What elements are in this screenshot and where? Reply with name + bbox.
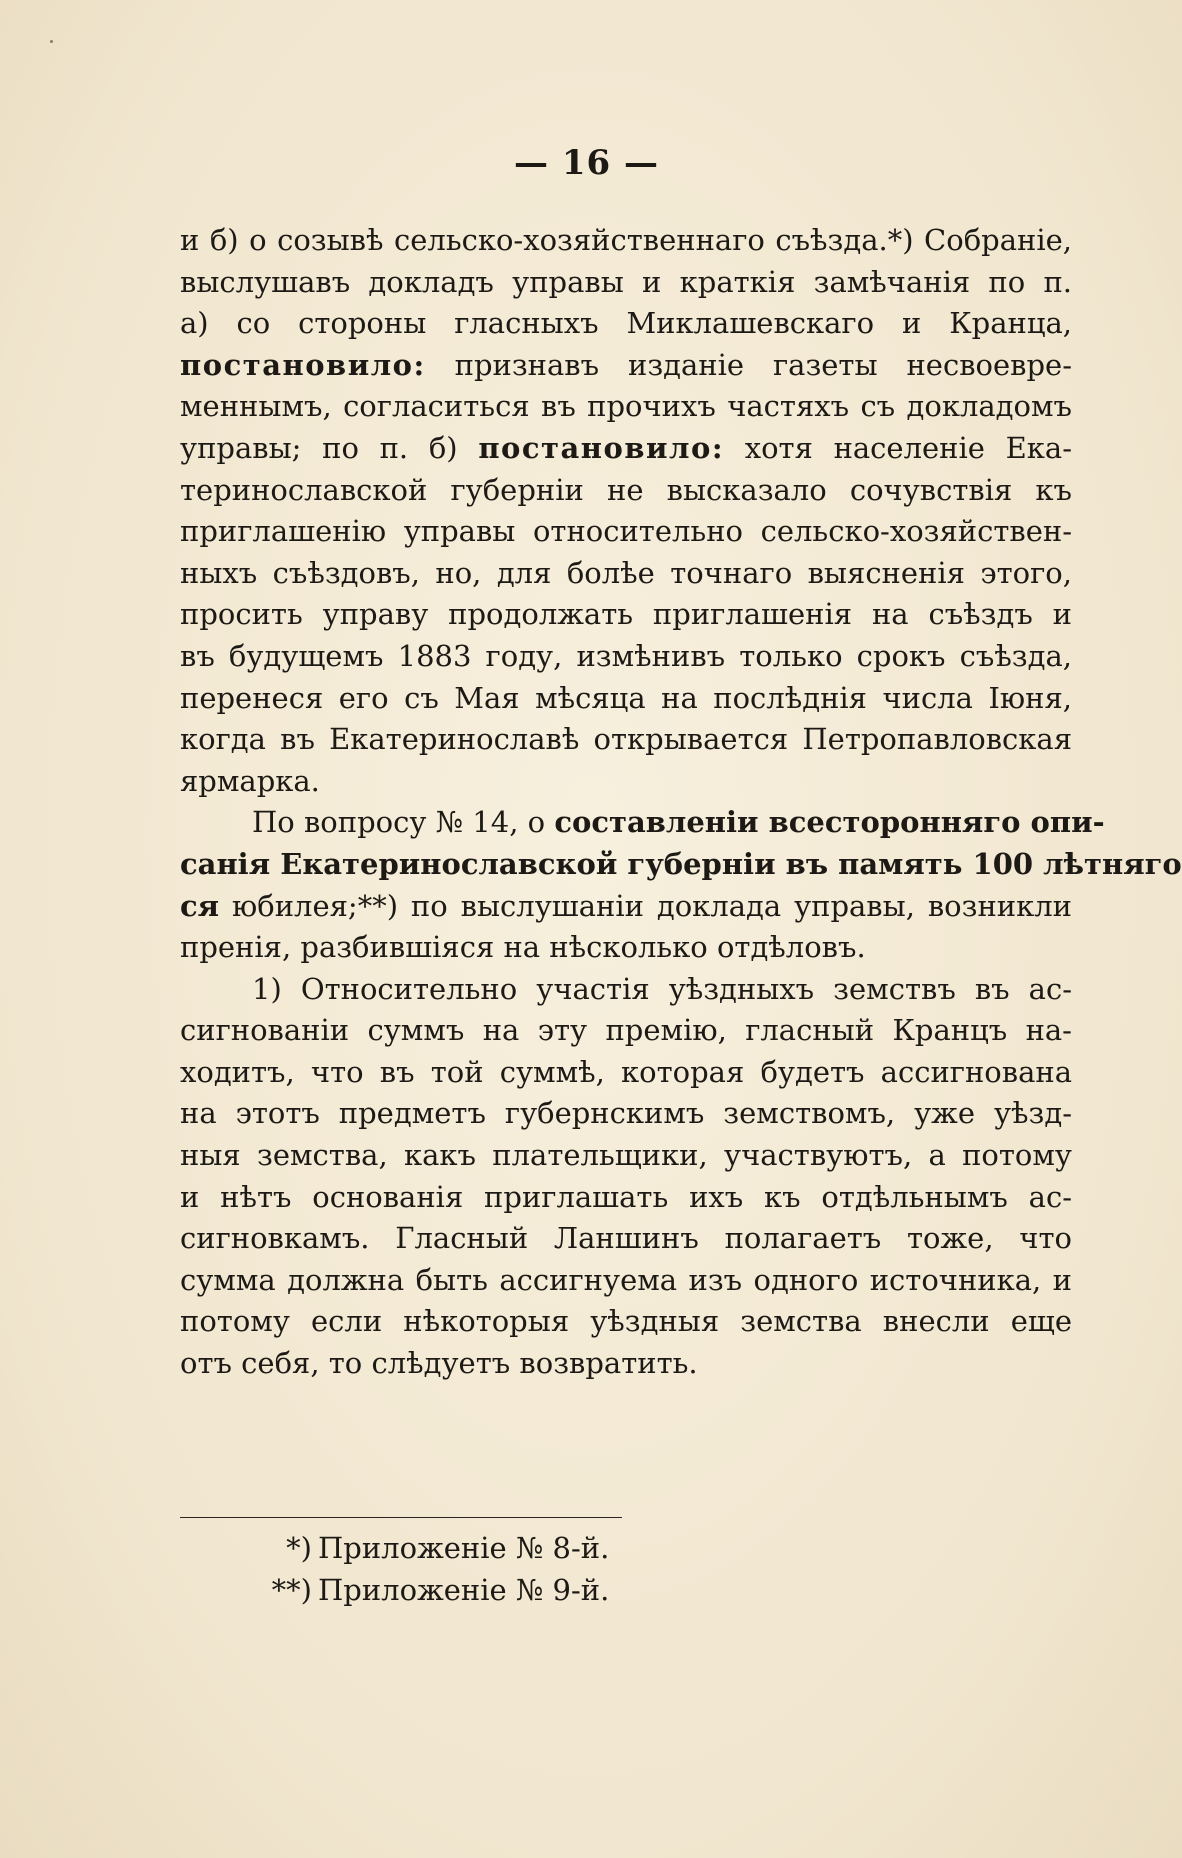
bold-text: составленіи всесторонняго опи- bbox=[554, 805, 1105, 840]
text-line bbox=[180, 262, 1072, 304]
text-segment: выслушавъ докладъ управы и краткія замѣчанія по п. bbox=[180, 264, 1072, 299]
text-line bbox=[180, 428, 1072, 470]
footnotes bbox=[250, 1527, 609, 1611]
footnote-text: Приложеніе № 8-й. bbox=[318, 1531, 610, 1565]
text-segment: ныя земства, какъ плательщики, участвуютъ, а потому bbox=[180, 1138, 1072, 1173]
text-line bbox=[180, 220, 1072, 262]
text-segment: въ будущемъ 1883 году, измѣнивъ только срокъ съѣзда, bbox=[180, 638, 1072, 673]
text-segment: юбилея;**) по выслушаніи доклада управы, возникли bbox=[219, 888, 1072, 923]
text-line bbox=[180, 802, 1105, 844]
footnote bbox=[250, 1527, 609, 1569]
text-line bbox=[180, 470, 1072, 512]
text-segment: сумма должна быть ассигнуема изъ одного источника, и bbox=[180, 1262, 1072, 1297]
text-segment: ходитъ, что въ той суммѣ, которая будетъ ассигнована bbox=[180, 1054, 1072, 1089]
text-segment: хотя населеніе Ека- bbox=[724, 430, 1073, 465]
text-segment: сигнованіи суммъ на эту премію, гласный Кранцъ на- bbox=[180, 1013, 1072, 1048]
text-segment: отъ себя, то слѣдуетъ возвратить. bbox=[180, 1346, 698, 1381]
text-line bbox=[180, 345, 1072, 387]
text-line bbox=[180, 1343, 1072, 1385]
text-line bbox=[180, 1218, 1072, 1260]
text-line bbox=[180, 761, 1072, 803]
text-segment: теринославской губерніи не высказало сочувствія къ bbox=[180, 472, 1072, 507]
body-text bbox=[180, 220, 1182, 1385]
text-line bbox=[180, 1260, 1072, 1302]
bold-keyword: постановило: bbox=[180, 347, 426, 382]
text-segment: признавъ изданіе газеты несвоевре- bbox=[425, 347, 1072, 382]
footnote-rule bbox=[180, 1517, 622, 1518]
text-line bbox=[180, 386, 1072, 428]
text-line bbox=[180, 553, 1072, 595]
text-segment: меннымъ, согласиться въ прочихъ частяхъ съ докладомъ bbox=[180, 389, 1072, 424]
text-line bbox=[180, 886, 1072, 928]
text-segment: пренія, разбившіяся на нѣсколько отдѣловъ. bbox=[180, 930, 866, 965]
text-line bbox=[180, 1052, 1072, 1094]
text-line bbox=[180, 1177, 1072, 1219]
text-line bbox=[180, 1301, 1072, 1343]
text-line bbox=[180, 969, 1072, 1011]
text-line bbox=[180, 719, 1072, 761]
text-line bbox=[180, 1135, 1072, 1177]
bold-text: ся bbox=[180, 888, 220, 923]
text-line bbox=[180, 678, 1072, 720]
text-segment: ныхъ съѣздовъ, но, для болѣе точнаго выясненія этого, bbox=[180, 555, 1072, 590]
bold-text: санія Екатеринославской губерніи въ память 100 лѣтняго bbox=[180, 846, 1182, 881]
text-line bbox=[180, 1010, 1072, 1052]
text-line bbox=[180, 594, 1072, 636]
text-segment: сигновкамъ. Гласный Ланшинъ полагаетъ тоже, что bbox=[180, 1221, 1072, 1256]
text-line bbox=[180, 844, 1182, 886]
text-segment: на этотъ предметъ губернскимъ земствомъ, уже уѣзд- bbox=[180, 1096, 1072, 1131]
text-segment: приглашенію управы относительно сельско-хозяйствен- bbox=[180, 514, 1072, 549]
footnote-mark: **) bbox=[271, 1573, 312, 1607]
text-segment: ярмарка. bbox=[180, 763, 320, 798]
page-number: — 16 — bbox=[514, 143, 659, 183]
text-segment: По вопросу № 14, о bbox=[252, 805, 555, 840]
text-line bbox=[180, 303, 1072, 345]
text-segment: а) со стороны гласныхъ Миклашевскаго и Кранца, bbox=[180, 306, 1072, 341]
page-speck bbox=[50, 40, 53, 43]
text-segment: потому если нѣкоторыя уѣздныя земства внесли еще bbox=[180, 1304, 1072, 1339]
text-segment: 1) Относительно участія уѣздныхъ земствъ въ ас- bbox=[252, 971, 1072, 1006]
text-line bbox=[180, 927, 1072, 969]
text-segment: управы; по п. б) bbox=[180, 430, 479, 465]
footnote-text: Приложеніе № 9-й. bbox=[318, 1573, 610, 1607]
bold-keyword: постановило: bbox=[478, 430, 725, 465]
text-segment: когда въ Екатеринославѣ открывается Петропавловская bbox=[180, 722, 1072, 757]
text-segment: и нѣтъ основанія приглашать ихъ къ отдѣльнымъ ас- bbox=[180, 1179, 1072, 1214]
footnote bbox=[250, 1569, 609, 1611]
text-line bbox=[180, 511, 1072, 553]
text-segment: перенеся его съ Мая мѣсяца на послѣднія числа Іюня, bbox=[180, 680, 1072, 715]
text-segment: просить управу продолжать приглашенія на съѣздъ и bbox=[180, 597, 1072, 632]
text-line bbox=[180, 636, 1072, 678]
text-line bbox=[180, 1093, 1072, 1135]
text-segment: и б) о созывѣ сельско-хозяйственнаго съѣзда.*) Собраніе, bbox=[180, 223, 1072, 257]
footnote-mark: *) bbox=[286, 1531, 312, 1565]
